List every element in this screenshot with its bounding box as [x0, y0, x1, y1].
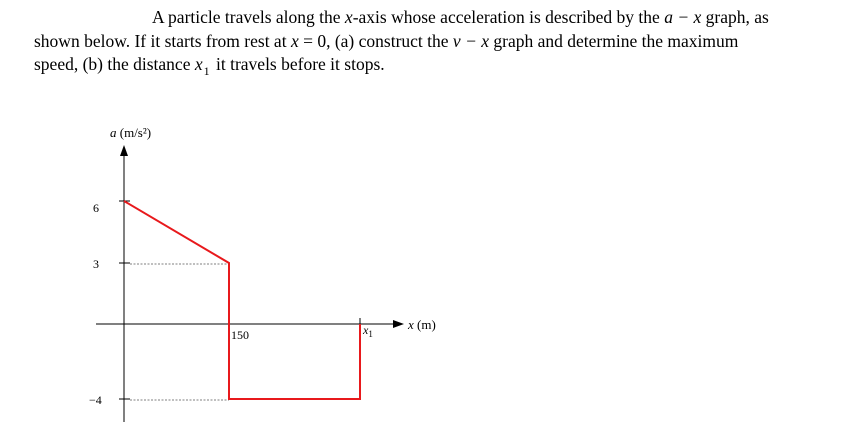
acceleration-curve [124, 201, 360, 399]
y-tick-label-6: 6 [93, 201, 99, 215]
x-tick-label-x1: $x_1$ [363, 323, 373, 339]
y-axis-arrow [120, 145, 128, 156]
y-axis-label: a (m/s²) [110, 125, 152, 140]
problem-line-2: shown below. If it starts from rest at x = 0, (a) construct the v − x graph and determine the maximum [34, 30, 739, 51]
problem-line-3: speed, (b) the distance $x_1$ it travels before it stops. [34, 54, 385, 78]
problem-line-1: A particle travels along the x-axis whose acceleration is described by the a − x graph, as [152, 7, 769, 27]
x-axis-label: x (m) [408, 317, 436, 332]
y-tick-label-neg4: −4 [89, 393, 102, 407]
y-tick-label-3: 3 [93, 257, 99, 271]
x-axis-arrow [393, 320, 404, 328]
x-tick-label-150: 150 [231, 328, 249, 342]
